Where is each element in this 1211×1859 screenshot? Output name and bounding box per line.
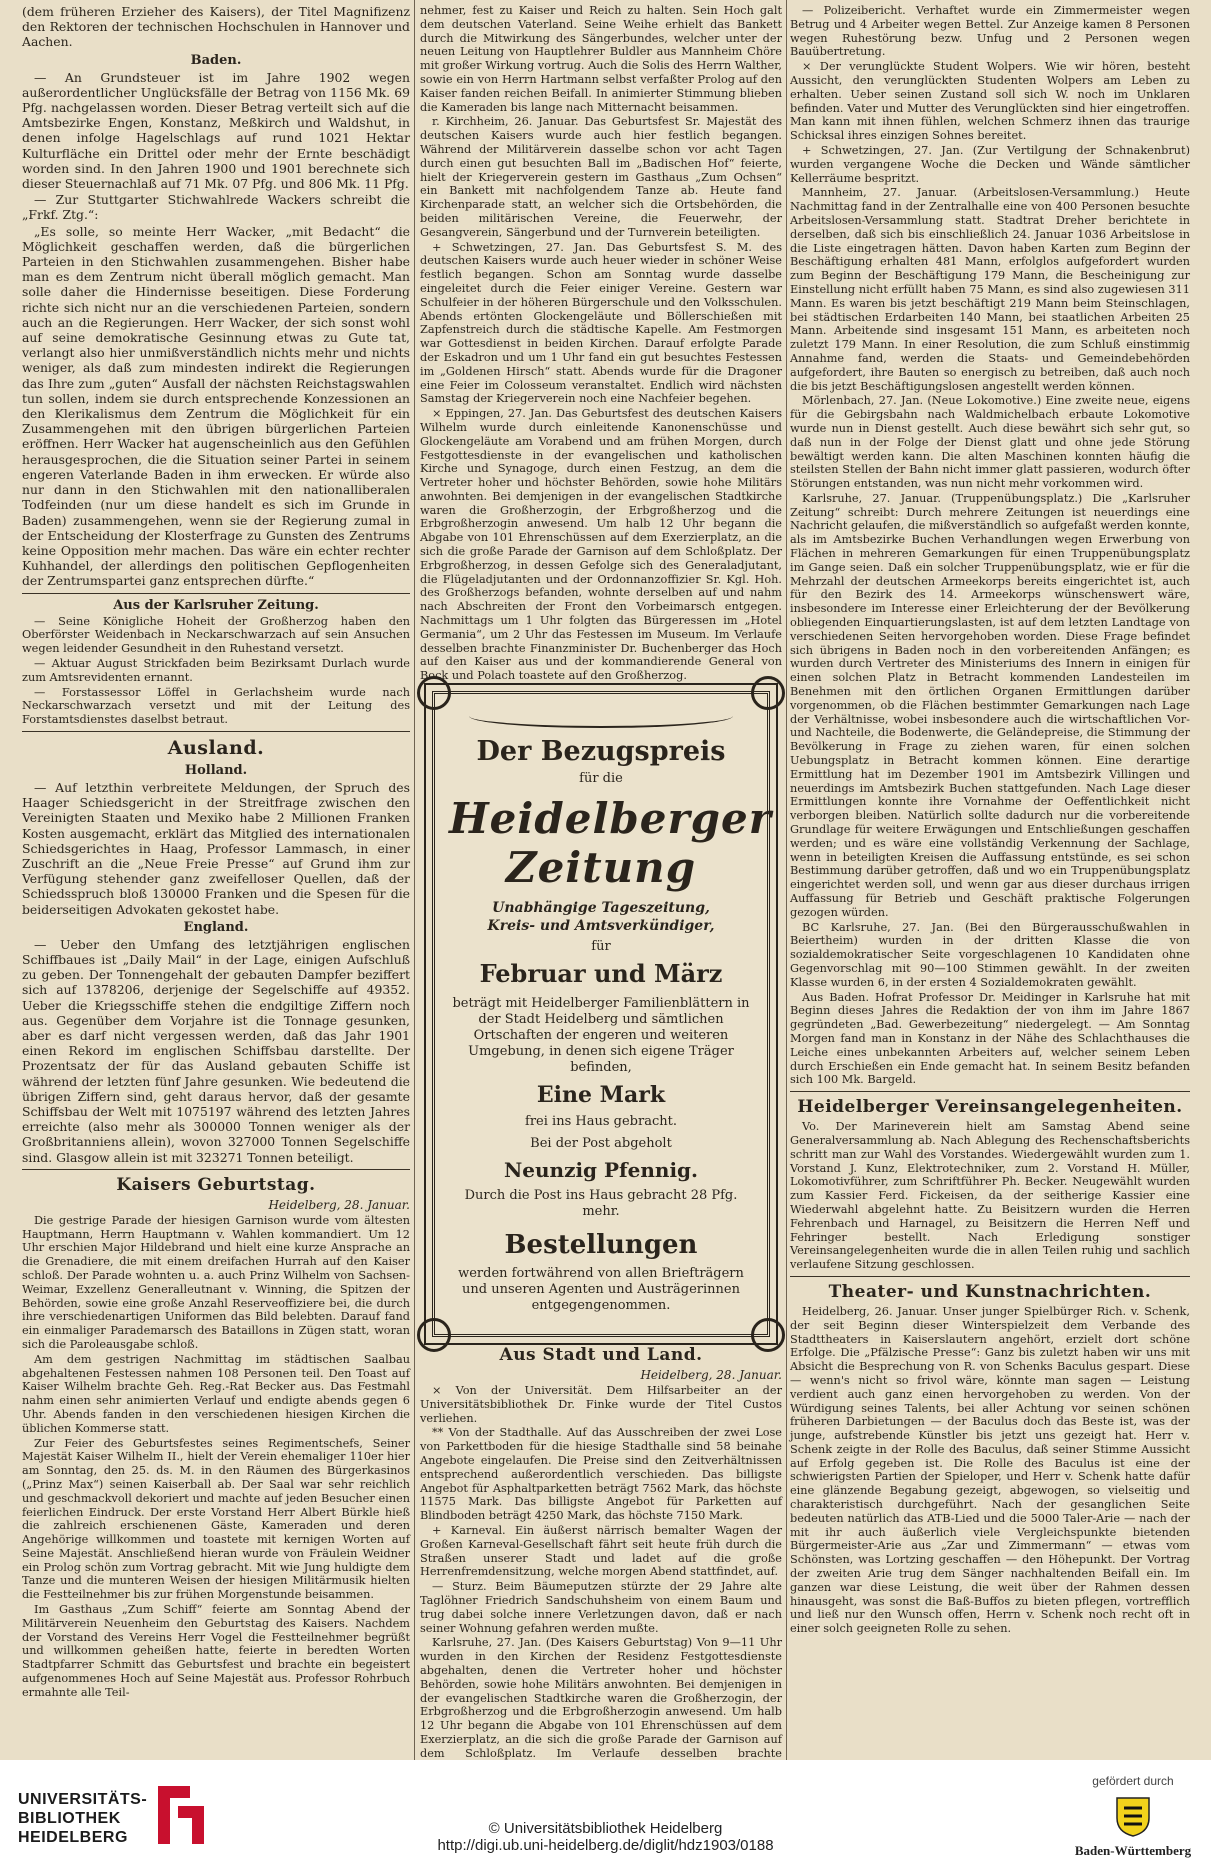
article-text: — Forstassessor Löffel in Gerlachsheim wurde nach Neckarschwarzach versetzt und mit der Leitung des Forstamtsdienstes daselbst betraut. [22, 685, 410, 727]
divider [22, 731, 410, 732]
funder-block [1073, 1774, 1193, 1859]
funder-label: gefördert durch [1092, 1774, 1174, 1788]
article-text: × Von der Universität. Dem Hilfsarbeiter an der Universitätsbibliothek Dr. Finke wurde der Titel Custos verliehen. [420, 1384, 782, 1425]
article-text: BC Karlsruhe, 27. Jan. (Bei den Bürgerausschußwahlen in Beiertheim) wurden in der dritten Klasse die von sozialdemokratischer Seite vorgeschlagenen 10 Kandidaten ohne Gegenvorschlag mit 90—100 Stimmen gewählt. In der zweiten Klasse wurden 6, in der ersten 4 Sozialdemokraten gewählt. [790, 920, 1190, 989]
ornament-scroll [417, 676, 451, 710]
ad-title: Heidelberger [449, 794, 772, 844]
article-text: Vo. Der Marineverein hielt am Samstag Abend seine Generalversammlung ab. Nach Ablegung des Rechenschaftsberichts schritt man zur Wahl des Vorstandes. Wiedergewählt wurden zum 1. Vorstand J. Kunz, Elektrotechniker, zum 2. Vorstand H. Müller, Lokomotivführer, zum Schriftführer Ph. Becker. Neugewählt wurden zum Kassier Ferd. Fickeisen, da der seitherige Kassier eine Wiederwahl abgelehnt hatte. Zu Beisitzern wurden die Herren Fehrenbach und Harnagel, zu Beisitzern die Herren Neff und Fehringer bestellt. Nach Erledigung sonstiger Vereinsangelegenheiten wurde die in allen Teilen ruhig und sachlich verlaufene Sitzung geschlossen. [790, 1120, 1190, 1272]
permalink[interactable]: http://digi.ub.uni-heidelberg.de/diglit/hdz1903/0188 [437, 1837, 774, 1854]
divider [22, 1169, 410, 1170]
ad-text: Durch die Post ins Haus gebracht 28 Pfg. mehr. [464, 1188, 738, 1220]
column-1 [22, 4, 410, 1756]
ornament-scroll [751, 1318, 785, 1352]
article-text: × Eppingen, 27. Jan. Das Geburtsfest des deutschen Kaisers Wilhelm wurde durch einleitende Kanonenschüsse und Glockengeläute am Vorabend und am frühen Morgen, durch Festgottesdienste in der evangelischen und katholischen Kirche und Synagoge, durch einen Festzug, an dem die Vertreter hoher und höchster Behörden, sowie hohe Militärs anwohnten. Bei demjenigen in der evangelischen Stadtkirche waren die Großherzogin, der Erbgroßherzog und die Erbgroßherzogin anwesend. Um halb 12 Uhr begann die Abgabe von 101 Ehrenschüssen auf dem Exerzierplatz, an die sich die große Parade der Garnison auf dem Schloßplatz. Der Erbgroßherzog, in dessen Gefolge sich des Generaladjutant, die Flügeladjutanten und der Ordonnanzoffizier Sr. Kgl. Hoh. des Großherzogs befanden, wohnte derselben auf und nahm nach Abschreiten der Front den Vorbeimarsch entgegen. Nachmittags um 1 Uhr folgten das Bürgeressen im „Hotel Germania“, um 2 Uhr das Festessen im Museum. Im Verlaufe desselben brachte Finanzminister Dr. Buchenberger das Hoch auf den Kaiser aus und der kommandierende General von Bock und Polach toastete auf den Großherzog. [420, 407, 782, 683]
article-text: ** Von der Stadthalle. Auf das Ausschreiben der zwei Lose von Parkettboden für die hiesige Stadthalle sind 58 beinahe Angebote eingelaufen. Die Preise sind den Zeitverhältnissen entsprechend außerordentlich verschieden. Das billigste Angebot für Asphaltparketten beträgt 7562 Mark, das höchste 11575 Mark. Das billigste Angebot für Parketten auf Blindboden beträgt 4250 Mark, das höchste 7150 Mark. [420, 1426, 782, 1523]
section-heading-holland: Holland. [184, 762, 248, 778]
digitization-footer [0, 1760, 1211, 1858]
ad-price: Neunzig Pfennig. [504, 1158, 698, 1183]
section-heading-ausland: Ausland. [167, 736, 265, 759]
section-heading-kaisers-geburtstag: Kaisers Geburtstag. [116, 1174, 316, 1195]
article-text: „Es solle, so meinte Herr Wacker, „mit Bedacht“ die Möglichkeit geschaffen werden, daß die bürgerlichen Parteien in den Stichwahlen zusammengehen. Bisher habe man es dem Zentrum nicht überall möglich gemacht. Man solle daher die Hindernisse beseitigen. Diese Forderung richte sich nicht nur an die verschiedenen Parteien, sondern auch an die Regierungen. Herr Wacker, der sich sonst wohl auf seine demokratische Gesinnung etwas zu Gute tat, verlangt also hier unmißverständlich nichts mehr und nichts weniger, als daß zum mindesten indirekt die Regierungen das Ihre zum „guten“ Ausfall der nächsten Reichstagswahlen tun sollen, indem sie durch entsprechende Konzessionen an den Klerikalismus dem Zentrum die Möglichkeit für ein Zusammengehen mit den übrigen bürgerlichen Parteien eröffnen. Herr Wacker hat augenscheinlich aus den Gefühlen herausgesprochen, die die Situation seiner Partei in seinem engeren Vaterlande Baden in ihm erwecken. Er würde also nur dann in den Stichwahlen mit den nationalliberalen Todfeinden (nur um diese handelt es sich im Grunde in Baden) zusammengehen, wenn sie der Regierung zumal in der Entscheidung der Klosterfrage zu Gunsten des Zentrums keine Opposition mehr machen. Das wäre ein echter rechter Kuhhandel, der allerdings den politischen Gepflogenheiten der Zentrumspartei ganz entsprechen dürfte.“ [22, 223, 410, 589]
divider [790, 1276, 1190, 1277]
ad-text: für [591, 939, 611, 955]
article-text: — Seine Königliche Hoheit der Großherzog haben den Oberförster Weidenbach in Neckarschwarzach auf sein Ansuchen wegen leidender Gesundheit in den Ruhestand versetzt. [22, 614, 410, 656]
ad-text: Bei der Post abgeholt [530, 1136, 672, 1152]
article-text: — Zur Stuttgarter Stichwahlrede Wackers schreibt die „Frkf. Ztg.“: [22, 192, 410, 223]
column-3 [790, 4, 1190, 1756]
column-rule [414, 0, 415, 1760]
article-text: Die gestrige Parade der hiesigen Garnison wurde vom ältesten Hauptmann, Herrn Hauptmann v. Wahlen kommandiert. Um 12 Uhr erschien Major Hildebrand und hielt eine kurze Ansprache an die Grenadiere, die mit einem dreifachen Hurrah auf den Kaiser schloß. Der Parade wohnten u. a. auch Prinz Wilhelm von Sachsen-Weimar, Exzellenz Generalleutnant v. Winning, die Spitzen der Behörden, sowie eine große Anzahl Reserveoffiziere bei, die durch ihre verschiedenartigen Uniformen das Bild belebten. Darauf fand ein einmaliger Parademarsch des Bataillons in Zügen statt, woran sich die Paroleausgabe schloß. [22, 1213, 410, 1351]
ad-text: für die [579, 771, 623, 787]
article-text: — An Grundsteuer ist im Jahre 1902 wegen außerordentlicher Unglücksfälle der Betrag von 1156 Mk. 69 Pfg. nachgelassen worden. Dieser Betrag verteilt sich auf die Amtsbezirke Engen, Konstanz, Meßkirch und Waldshut, in denen infolge Hagelschlags auf rund 1021 Hektar Kulturfläche ein Drittel oder mehr der Ernte beschädigt worden sind. In den Jahren 1900 und 1901 berechnete sich dieser Steuernachlaß auf 71 Mk. 07 Pfg. und 806 Mk. 11 Pfg. [22, 69, 410, 192]
ornament-drape [469, 704, 733, 728]
divider [790, 1091, 1190, 1092]
article-text: Mannheim, 27. Januar. (Arbeitslosen-Versammlung.) Heute Nachmittag fand in der Zentralhalle eine von 400 Personen besuchte Arbeitslosen-Versammlung statt. Stadtrat Dreher berichtete in derselben, daß sich bis einschließlich 24. Januar 1036 Arbeitslose in die Liste eingetragen hätten. Davon haben Karten zum Beginn der Beschäftigung erhalten 481 Mann, erfolglos aufgefordert wurden zum Beginn der Beschäftigung 179 Mann, die Bescheinigung zur Einstellung nicht erfüllt haben 75 Mann, es sind also zugewiesen 311 Mann. Es waren bis jetzt beschäftigt 219 Mann beim Steinschlagen, bei städtischen Erdarbeiten 140 Mann, bei staatlichen Arbeiten 25 Mann. Arbeitende sind insgesamt 151 Mann, es arbeiteten noch zuletzt 179 Mann. In einer Resolution, die zum Schluß einstimmig Annahme fand, werden die Staats- und Gemeindebehörden aufgefordert, ihre Bauten so energisch zu betreiben, daß auch noch die bis jetzt Beschäftigungslosen angestellt werden können. [790, 186, 1190, 393]
article-text: — Auf letzthin verbreitete Meldungen, der Spruch des Haager Schiedsgericht in der Streitfrage zwischen den Vereinigten Staaten und Mexiko habe 2 Millionen Franken Kosten ausgemacht, erklärt das Mitglied des internationalen Schiedsgerichtes in Haag, Professor Lammasch, in einer Zuschrift an die „Neue Freie Presse“ auf Grund ihm zur Verfügung stehender ganz zweifelloser Quellen, daß der Schiedsspruch bloß 130000 Franken und die Spesen für die beiderseitigen Advokaten gekostet habe. [22, 779, 410, 917]
ornament-scroll [751, 676, 785, 710]
ad-text: werden fortwährend von allen Briefträgern und unseren Agenten und Austrägerinnen entgegengenommen. [458, 1266, 744, 1314]
section-heading-theater: Theater- und Kunstnachrichten. [828, 1281, 1152, 1302]
article-text: Im Gasthaus „Zum Schiff“ feierte am Sonntag Abend der Militärverein Neuenheim den Geburtstag des Kaisers. Nachdem der Vorstand des Vereins Herr Vogel die Festteilnehmer begrüßt und willkommen geheißen hatte, feierte in beredten Worten Stadtpfarrer Schmitt das Geburtsfest und brachte ein begeistert aufgenommenes Hoch auf Seine Majestät aus. Professor Rohrbuch ermahnte alle Teil- [22, 1603, 410, 1699]
article-text: (dem früheren Erzieher des Kaisers), der Titel Magnifizenz den Rektoren der technischen Hochschulen in Hannover und Aachen. [22, 4, 410, 50]
article-text: Karlsruhe, 27. Januar. (Truppenübungsplatz.) Die „Karlsruher Zeitung“ schreibt: Durch mehrere Zeitungen ist neuerdings eine Nachricht gelaufen, die mißverständlich so aufgefaßt werden konnte, als im Amtsbezirke Buchen Verhandlungen wegen Erwerbung von Flächen in mehreren Gemarkungen für einen Truppenübungsplatz im Gange seien. Daß ein solcher Truppenübungsplatz, wie er für die Mehrzahl der deutschen Armeekorps bereits eingerichtet ist, auch für den Bezirk des 14. Armeekorps wünschenswert wäre, insbesondere im Interesse einer Erleichterung der der Bevölkerung obliegenden Einquartierungslasten, ist auf dem letzten Landtage von verschiedenen Seiten hervorgehoben worden. Diese Frage befindet sich übrigens in Baden noch in den vorbereitenden Anfängen; es wurden durch Vertreter des Ministeriums des Innern in einigen für einen solchen Platz in Betracht kommenden Landesteilen im Benehmen mit den örtlichen Organen Ermittlungen darüber vorgenommen, ob die Flächen bestimmter Gemarkungen nach Lage der Verhältnisse, wobei insbesondere auch die wirtschaftlichen Vor- und Nachteile, die Bodenwerte, die Geländepreise, die Stimmung der Bevölkerung in Frage zu ziehen waren, für einen solchen Uebungsplatz in Betracht kommen können. Eine derartige Ermittlung hat im Dezember 1901 im Amtsbezirk Villingen und neuerdings im Amtsbezirk Buchen stattgefunden. Nach Lage dieser Ermittlungen konnte ihre Vornahme der Oeffentlichkeit nicht verborgen bleiben. Natürlich sollte dadurch nur die vorbereitende Grundlage für weitere Erwägungen und Entschließungen geschaffen werden; und es wäre eine vollständig Verkennung der Sachlage, wenn in beteiligten Kreisen die Auffassung entstünde, es sei schon Bestimmung darüber getroffen, daß und wo ein Truppenübungsplatz eingerichtet werden soll, und wenn gar aus dieser durchaus irrigen Auffassung für Betrieb und Geschäft praktische Folgerungen gezogen würden. [790, 491, 1190, 919]
ad-months: Februar und März [479, 959, 723, 989]
article-text: Zur Feier des Geburtsfestes seines Regimentschefs, Seiner Majestät Kaiser Wilhelm II., hielt der Verein ehemaliger 110er hier am Sonntag, den 25. ds. M. in den Räumen des Bürgerkasinos („Prinz Max“) seinen Kaiserball ab. Der Saal war sehr reichlich und geschmackvoll dekoriert und machte auf jeden Besucher einen feierlichen Eindruck. Der erste Vorstand Herr Albert Bürkle hieß die zahlreich erschienenen Gäste, Kameraden und deren Angehörige willkommen und toastete mit kernigen Worten auf Seine Majestät. Anschließend hieran wurde von Fräulein Weidner ein Prolog schön zum Vortrag gebracht. Mit wie Jung huldigte dem Tanze und die munteren Weisen der hiesigen Militärmusik hielten die Festteilnehmer bis zur frühen Morgenstunde beisammen. [22, 1436, 410, 1602]
article-text: Aus Baden. Hofrat Professor Dr. Meidinger in Karlsruhe hat mit Beginn dieses Jahres die Redaktion der von ihm im Jahre 1867 gegründeten „Bad. Gewerbezeitung“ niedergelegt. — Am Sonntag Morgen fand man in Konstanz in der Nähe des Schlachthauses die Leiche eines unbekannten Arbeiters auf, welcher seinem Leben durch Erschießen ein Ende gemacht hat. In seinem Besitz befanden sich 100 Mk. Bargeld. [790, 990, 1190, 1087]
article-text: + Karneval. Ein äußerst närrisch bemalter Wagen der Großen Karneval-Gesellschaft fährt seit heute früh durch die Straßen unserer Stadt und ladet auf die große Herrenfremdensitzung, welche morgen Abend stattfindet, auf. [420, 1524, 782, 1579]
coat-of-arms-icon [1114, 1794, 1152, 1838]
section-heading-baden: Baden. [190, 52, 242, 68]
article-text: nehmer, fest zu Kaiser und Reich zu halten. Sein Hoch galt dem deutschen Vaterland. Seine Weihe erhielt das Bankett durch die Mitwirkung des Sängerbundes, welcher unter der neuen Leitung von Hauptlehrer Buldler aus Mannheim Chöre mit großer Wirkung vortrug. Auch die Solis des Herrn Walther, sowie ein von Herrn Hartmann selbst verfaßter Prolog auf den Kaiser fanden reichen Beifall. In animierter Stimmung blieben die Kameraden bis lange nach Mitternacht beisammen. [420, 4, 782, 114]
article-text: — Sturz. Beim Bäumeputzen stürzte der 29 Jahre alte Taglöhner Friedrich Sandschuhsheim von einem Baum und trug dabei solche innere Verletzungen davon, daß er nach seiner Wohnung gefahren werden mußte. [420, 1580, 782, 1635]
library-name: UNIVERSITÄTS- BIBLIOTHEK HEIDELBERG [18, 1791, 148, 1846]
article-text: Am dem gestrigen Nachmittag im städtischen Saalbau abgehaltenen Festessen nahmen 108 Personen teil. Den Toast auf Kaiser Wilhelm brachte Geh. Reg.-Rat Becker aus. Das Festmahl nahm einen sehr animierten Verlauf und endigte abends gegen 6 Uhr. Abends fanden in den verschiedenen hiesigen Kirchen die üblichen Kommerse statt. [22, 1352, 410, 1435]
article-text: × Der verunglückte Student Wolpers. Wie wir hören, besteht Aussicht, den verunglückten Studenten Wolpers am Leben zu erhalten. Ueber seinen Zustand soll sich W. noch im Unklaren befinden. Vater und Mutter des Verunglückten sind hier eingetroffen. Man kann mit ihnen fühlen, welchen Schmerz ihnen das traurige Schicksal ihres einzigen Sohnes bereitet. [790, 60, 1190, 143]
section-heading-stadt-und-land: Aus Stadt und Land. [499, 1345, 703, 1366]
ad-headline: Der Bezugspreis [476, 736, 726, 768]
article-text: r. Kirchheim, 26. Januar. Das Geburtsfest Sr. Majestät des deutschen Kaisers wurde auch hier festlich begangen. Während der Militärverein dasselbe schon vor acht Tagen durch einen gut besuchten Ball im „Badischen Hof“ feierte, hielt der Kriegerverein gestern im Gasthaus „Zum Ochsen“ ein Bankett mit nachfolgendem Tanze ab. Heute fand Kirchenparade statt, an welcher sich die Ortsbehörden, die beiden militärischen Vereine, die Feuerwehr, der Gesangverein, Sängerbund und der Turnverein beteiligten. [420, 115, 782, 239]
column-2 [420, 4, 782, 1760]
funder-name: Baden-Württemberg [1074, 1843, 1192, 1858]
ad-title: Zeitung [505, 843, 697, 893]
column-rule [786, 0, 787, 1760]
divider [22, 593, 410, 594]
article-text: + Schwetzingen, 27. Jan. (Zur Vertilgung der Schnakenbrut) wurden vergangene Woche die Decken und Wände sämtlicher Kellerräume bespritzt. [790, 143, 1190, 185]
article-text: — Polizeibericht. Verhaftet wurde ein Zimmermeister wegen Betrug und 4 Arbeiter wegen Bettel. Zur Anzeige kamen 8 Personen wegen Ruhestörung bezw. Unfug und 2 Personen wegen Bauübertretung. [790, 4, 1190, 59]
article-text: Mörlenbach, 27. Jan. (Neue Lokomotive.) Eine zweite neue, eigens für die Gebirgsbahn nach Waldmichelbach erbaute Lokomotive wurde nun in Dienst gestellt. Auch diese bewährt sich sehr gut, so daß nun in der Folge der Dienst glatt und ohne jede Störung bewältigt werden kann. Die alten Maschinen konnten häufig die steilsten Stellen der Bahn nicht immer glatt passieren, wodurch öfter Störungen entstanden, was nun nicht mehr vorkommen wird. [790, 394, 1190, 491]
copyright-text: © Universitätsbibliothek Heidelberg [488, 1820, 723, 1837]
dateline: Heidelberg, 28. Januar. [640, 1368, 782, 1383]
section-heading-england: England. [183, 919, 249, 935]
ornament-scroll [417, 1318, 451, 1352]
article-text: — Aktuar August Strickfaden beim Bezirksamt Durlach wurde zum Amtsrevidenten ernannt. [22, 656, 410, 684]
ad-price: Eine Mark [536, 1082, 666, 1109]
ad-text: beträgt mit Heidelberger Familienblättern in der Stadt Heidelberg und sämtlichen Ortschaften der engeren und weiteren Umgebung, in denen sich eigene Träger befinden, [452, 996, 750, 1076]
ad-subtitle: Unabhängige Tageszeitung, [492, 900, 710, 917]
article-text: Heidelberg, 26. Januar. Unser junger Spielbürger Rich. v. Schenk, der seit Beginn dieser Winterspielzeit dem Verbande des Stadttheaters in Kaiserslautern angehört, erzielt dort schöne Erfolge. Die „Pfälzische Presse“: Ganz bis zuletzt haben wir uns mit Absicht die Besprechung von R. von Schenks Baculus gespart. Diese — wenn's nicht so frivol wäre, könnte man sagen — Leistung verdient auch ganz einen hervorgehoben zu werden. Von der Würdigung seines Talents, bei aller Achtung vor seinen schönen früheren Darbietungen — der Baculus doch das Beste ist, was der junge, aufstrebende Künstler bis jetzt uns gezeigt hat. Herr v. Schenk zeigte in der Rolle des Baculus, daß seiner Stimme Aussicht auf Erfolg gegeben ist. Die Rolle des Baculus ist eine der schwierigsten Partien der Spieloper, und Herr v. Schenk hatte dafür eine glänzende Begabung gezeigt, abgewogen, so vielseitig und charakteristisch durchgeführt. Nach der gesanglichen Seite bedeuten natürlich das ATB-Lied und die 5000 Taler-Arie — nach der mit ihr auch äußerlich viele Vergleichspunkte bietenden Bürgermeister-Arie aus „Zar und Zimmermann“ — etwas vom Schönsten, was Lortzing geschaffen — den Höhepunkt. Der Vortrag der zweiten Arie trug dem Sänger nachhaltenden Beifall ein. Im ganzen war diese Leistung, die weit über der Rahmen dessen hinausgeht, was sonst die Baß-Buffos zu bieten pflegen, vortrefflich und ließ nur den Wunsch offen, Herrn v. Schenk noch recht oft in einer solch geeigneten Rolle zu sehen. [790, 1304, 1190, 1636]
ad-subtitle: Kreis- und Amtsverkündiger, [487, 918, 715, 935]
ad-text: frei ins Haus gebracht. [525, 1114, 677, 1130]
subscription-advertisement [432, 691, 770, 1337]
article-text: — Ueber den Umfang des letztjährigen englischen Schiffbaues ist „Daily Mail“ in der Lage, einigen Aufschluß zu geben. Der Tonnengehalt der gebauten Dampfer beziffert sich auf 1378206, derjenige der Segelschiffe auf 49352. Ueber die Kriegsschiffe stehen die endgiltige Ziffern noch aus. Gegenüber dem Vorjahre ist die Tonnage gesunken, aber es darf nicht vergessen werden, daß das Jahr 1901 einen Rekord im englischen Schiffsbau darstellte. Der Prozentsatz der für das Ausland gebauten Schiffe ist während der letzten fünf Jahre gesunken. Wie bedeutend die übrigen Ziffern sind, geht daraus hervor, daß der gesamte Schiffsbau der Welt mit 1075197 während des letzten Jahres erreichte (also mehr als 300000 Tonnen weniger als der Großbritanniens allein), wovon 327000 Tonnen Segelschiffe sind. Glasgow allein ist mit 323271 Tonnen beteiligt. [22, 936, 410, 1165]
article-text: + Schwetzingen, 27. Jan. Das Geburtsfest S. M. des deutschen Kaisers wurde auch heuer wieder in schöner Weise festlich begangen. Schon am Sonntag wurde dasselbe eingeleitet durch die Feier einiger Vereine. Gestern war Schulfeier in der höheren Bürgerschule und den Volksschulen. Abends ertönten Glockengeläute und Böllerschießen mit Zapfenstreich durch die städtische Kapelle. Am Festmorgen war Gottesdienst in beiden Kirchen. Darauf erfolgte Parade der Eskadron und um 1 Uhr fand ein gut besuchtes Festessen im „Goldenen Hirsch“ statt. Abends wurde für die Dragoner eine Feier im Colosseum veranstaltet. Endlich wird nächsten Samstag der Kriegerverein noch eine Nachfeier begehen. [420, 240, 782, 406]
section-heading-karlsruher-zeitung: Aus der Karlsruher Zeitung. [113, 597, 319, 613]
dateline: Heidelberg, 28. Januar. [268, 1197, 410, 1212]
article-text: Karlsruhe, 27. Jan. (Des Kaisers Geburtstag) Von 9—11 Uhr wurden in den Kirchen der Residenz Festgottesdienste abgehalten, denen die Vertreter hoher und höchster Behörden, sowie hohe Militärs anwohnten. Bei demjenigen in der evangelischen Stadtkirche waren die Großherzogin, der Erbgroßherzog und die Erbgroßherzogin anwesend. Um halb 12 Uhr begann die Abgabe von 101 Ehrenschüssen auf dem Exerzierplatz, an die sich die große Parade der Garnison auf dem Schloßplatz. Im Verlaufe desselben brachte [420, 1636, 782, 1760]
ad-orders: Bestellungen [504, 1230, 698, 1261]
section-heading-vereinsangelegenheiten: Heidelberger Vereinsangelegenheiten. [797, 1097, 1183, 1118]
